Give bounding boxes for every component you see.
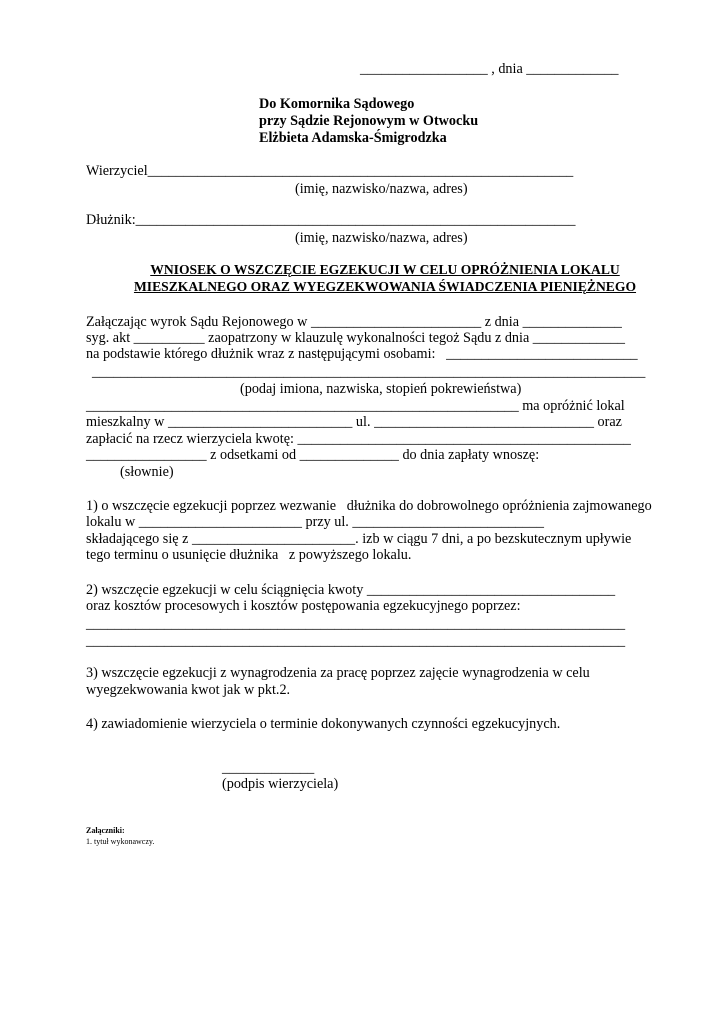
in-words-hint: (słownie) bbox=[120, 464, 174, 480]
point-2-line-3: ____________________________________________________________________________ bbox=[86, 616, 626, 632]
attachment-item: 1. tytuł wykonawczy. bbox=[86, 837, 155, 846]
body-line-1: Załączając wyrok Sądu Rejonowego w ________________________ z dnia ______________ bbox=[86, 314, 622, 330]
creditor-field: Wierzyciel____________________________________________________________ bbox=[86, 163, 574, 179]
document-title-line-1: WNIOSEK O WSZCZĘCIE EGZEKUCJI W CELU OPRÓŻNIENIA LOKALU bbox=[150, 262, 620, 277]
signature-line: _____________ bbox=[222, 760, 315, 776]
document-title-line-2: MIESZKALNEGO ORAZ WYEGZEKWOWANIA ŚWIADCZENIA PIENIĘŻNEGO bbox=[133, 279, 637, 294]
date-line: __________________ , dnia _____________ bbox=[360, 61, 619, 77]
debtor-field: Dłużnik:______________________________________________________________ bbox=[86, 212, 576, 228]
addressee-line-2: przy Sądzie Rejonowym w Otwocku bbox=[259, 113, 479, 129]
point-2-line-1: 2) wszczęcie egzekucji w celu ściągnięcia kwoty ___________________________________ bbox=[86, 582, 616, 598]
point-3-line-1: 3) wszczęcie egzekucji z wynagrodzenia za pracę poprzez zajęcie wynagrodzenia w celu bbox=[86, 665, 590, 681]
persons-hint: (podaj imiona, nazwiska, stopień pokrewieństwa) bbox=[240, 381, 522, 397]
addressee-line-1: Do Komornika Sądowego bbox=[259, 96, 415, 112]
body-line-3: na podstawie którego dłużnik wraz z następującymi osobami: ___________________________ bbox=[86, 346, 638, 362]
point-1-line-2: lokalu w _______________________ przy ul. ___________________________ bbox=[86, 514, 544, 530]
point-1-line-1: 1) o wszczęcie egzekucji poprzez wezwanie dłużnika do dobrowolnego opróżnienia zajmowanego bbox=[86, 498, 652, 514]
addressee-line-3: Elżbieta Adamska-Śmigrodzka bbox=[259, 130, 447, 146]
body-line-6: _____________________________________________________________ ma opróżnić lokal bbox=[86, 398, 625, 414]
debtor-hint: (imię, nazwisko/nazwa, adres) bbox=[295, 230, 468, 246]
body-line-8: zapłacić na rzecz wierzyciela kwotę: _______________________________________________ bbox=[86, 431, 631, 447]
point-1-line-3: składającego się z _______________________. izb w ciągu 7 dni, a po bezskutecznym upływie bbox=[86, 531, 632, 547]
signature-label: (podpis wierzyciela) bbox=[222, 776, 339, 792]
body-line-2: syg. akt __________ zaopatrzony w klauzulę wykonalności tegoż Sądu z dnia _____________ bbox=[86, 330, 626, 346]
point-2-line-4: ____________________________________________________________________________ bbox=[86, 633, 626, 649]
body-line-7: mieszkalny w __________________________ ul. _______________________________ oraz bbox=[86, 414, 622, 430]
point-4-line-1: 4) zawiadomienie wierzyciela o terminie dokonywanych czynności egzekucyjnych. bbox=[86, 716, 561, 732]
point-3-line-2: wyegzekwowania kwot jak w pkt.2. bbox=[86, 682, 291, 698]
body-line-9: _________________ z odsetkami od ______________ do dnia zapłaty wnoszę: bbox=[86, 447, 540, 463]
body-line-4: ______________________________________________________________________________ bbox=[92, 364, 646, 380]
point-1-line-4: tego terminu o usunięcie dłużnika z powyższego lokalu. bbox=[86, 547, 412, 563]
creditor-hint: (imię, nazwisko/nazwa, adres) bbox=[295, 181, 468, 197]
attachments-heading: Załączniki: bbox=[86, 826, 125, 835]
point-2-line-2: oraz kosztów procesowych i kosztów postępowania egzekucyjnego poprzez: bbox=[86, 598, 521, 614]
